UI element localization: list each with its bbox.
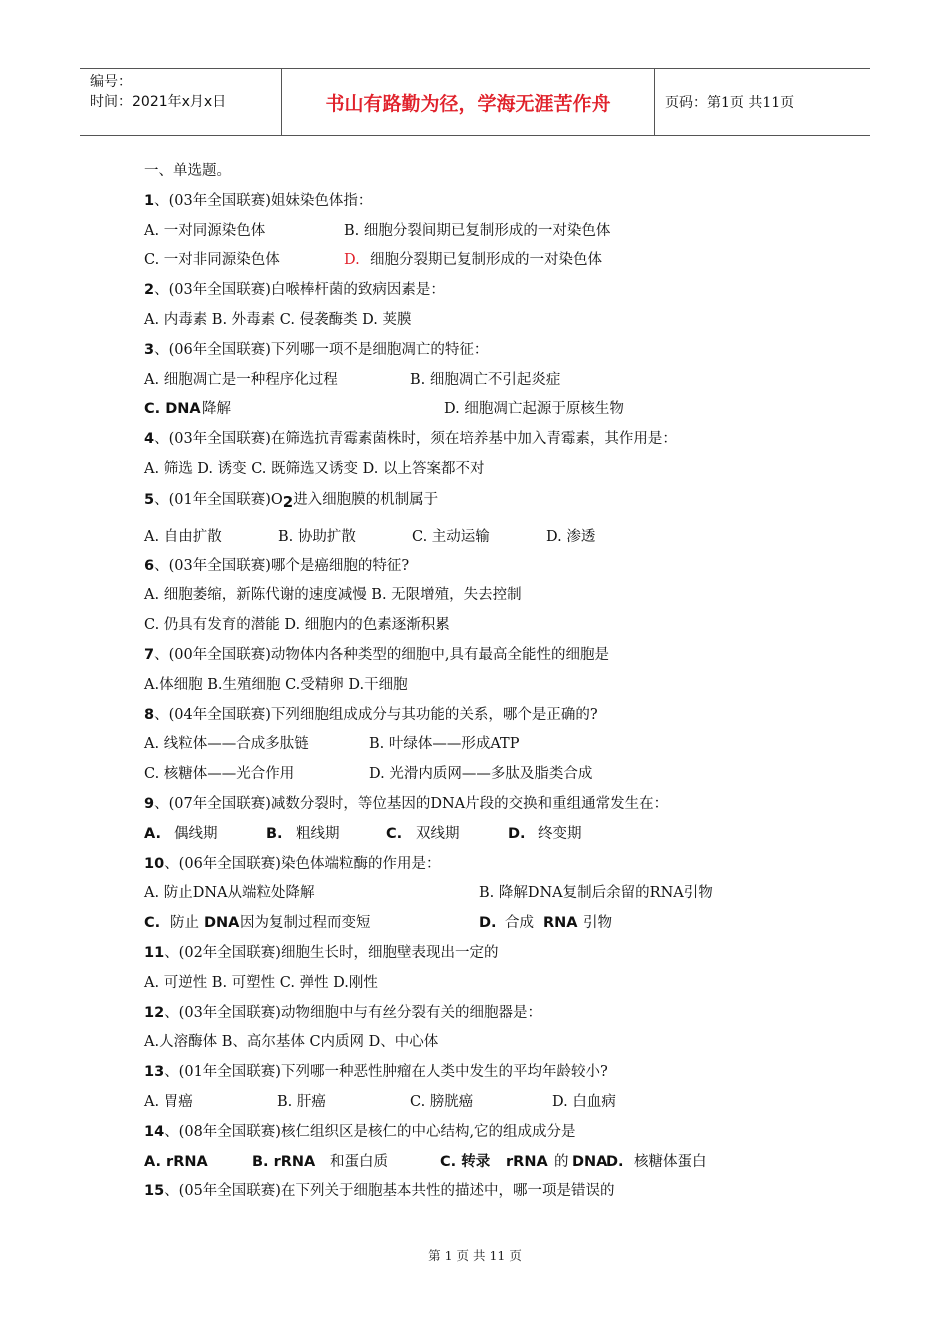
options-row [144, 366, 824, 396]
option-d-label: D. [508, 825, 526, 842]
page-footer: 第 1 页 共 11 页 [428, 1248, 522, 1263]
question-number: 4 [144, 431, 155, 448]
options-row: A. 细胞萎缩，新陈代谢的速度减慢 B. 无限增殖，失去控制 [144, 587, 522, 604]
question-list [144, 157, 824, 1207]
question-5 [144, 485, 824, 515]
question-text: 、(03年全国联赛)哪个是癌细胞的特征? [154, 557, 410, 574]
option-b-text: 粗线期 [296, 825, 340, 842]
question-number: 1 [144, 192, 155, 209]
question-number: 9 [144, 795, 155, 812]
option-d: D. 白血病 [552, 1093, 616, 1110]
question-6 [144, 552, 824, 582]
question-text: 、(04年全国联赛)下列细胞组成成分与其功能的关系，哪个是正确的? [154, 706, 598, 723]
question-text: 、(08年全国联赛)核仁组织区是核仁的中心结构,它的组成成分是 [164, 1123, 576, 1140]
option-c: C. 核糖体——光合作用 [144, 766, 295, 783]
question-4 [144, 425, 824, 455]
question-9 [144, 790, 824, 820]
option-c-de: 的 [554, 1153, 569, 1170]
option-a-label: A. [144, 825, 161, 842]
option-c-label: C. 转录 [440, 1153, 491, 1170]
doc-time-label: 时间：2021年x月x日 [90, 94, 227, 110]
question-text: 、(03年全国联赛)在筛选抗青霉素菌株时，须在培养基中加入青霉素，其作用是： [154, 431, 677, 448]
option-d: D. 渗透 [546, 528, 596, 545]
option-b: B. 协助扩散 [278, 528, 356, 545]
option-c: C. 一对非同源染色体 [144, 252, 280, 269]
question-number: 13 [144, 1064, 165, 1081]
option-c-rrna: rRNA [506, 1153, 548, 1170]
question-3 [144, 336, 824, 366]
option-c-dna: DNA [572, 1153, 608, 1170]
option-c-text: 防止 [170, 915, 199, 932]
options-row [144, 217, 824, 247]
options-row [144, 760, 824, 790]
option-b: B. 肝癌 [277, 1093, 326, 1110]
option-a: A. 胃癌 [144, 1093, 193, 1110]
option-d-text: 核糖体蛋白 [634, 1153, 707, 1170]
option-d-text: 合成 [505, 915, 534, 932]
options-row: A.体细胞 B.生殖细胞 C.受精卵 D.干细胞 [144, 676, 408, 693]
options-row [144, 1148, 824, 1178]
answer-option-d: D. [344, 252, 360, 269]
question-13 [144, 1058, 824, 1088]
question-text: 、(05年全国联赛)在下列关于细胞基本共性的描述中，哪一项是错误的 [164, 1183, 615, 1200]
option-d-text: 细胞分裂期已复制形成的一对染色体 [370, 252, 602, 269]
question-number: 2 [144, 282, 155, 299]
option-b: B. 细胞分裂间期已复制形成的一对染色体 [344, 222, 611, 239]
question-number: 7 [144, 646, 155, 663]
options-row: A. 可逆性 B. 可塑性 C. 弹性 D.刚性 [144, 974, 378, 991]
options-row [144, 909, 824, 939]
option-b: B. 叶绿体——形成ATP [369, 736, 520, 753]
question-text: 、(06年全国联赛)染色体端粒酶的作用是： [164, 855, 441, 872]
options-row: A.人溶酶体 B、高尔基体 C内质网 D、中心体 [144, 1034, 439, 1051]
question-15 [144, 1177, 824, 1207]
option-b-label: B. rRNA [252, 1153, 316, 1170]
header-page-info: 页码：第1页 共11页 [665, 95, 795, 111]
question-number: 10 [144, 855, 165, 872]
option-c-dna: DNA [204, 915, 240, 932]
option-a: A. 一对同源染色体 [144, 222, 266, 239]
option-a: A. 自由扩散 [144, 528, 222, 545]
option-b-label: B. [266, 825, 283, 842]
option-d: D. 细胞凋亡起源于原核生物 [444, 401, 624, 418]
question-number: 12 [144, 1004, 165, 1021]
section-title: 一、单选题。 [144, 163, 231, 179]
question-2 [144, 276, 824, 306]
option-b-text: 和蛋白质 [330, 1153, 388, 1170]
question-number: 6 [144, 557, 155, 574]
question-number: 5 [144, 491, 155, 508]
header-motto [282, 69, 655, 135]
option-a: A. rRNA [144, 1153, 208, 1170]
option-c: C. 主动运输 [412, 528, 490, 545]
options-row [144, 515, 824, 552]
page-header [80, 68, 870, 136]
question-7 [144, 641, 824, 671]
question-text-cont: 进入细胞膜的机制属于 [293, 491, 439, 508]
question-text: 、(03年全国联赛)动物细胞中与有丝分裂有关的细胞器是： [164, 1004, 542, 1021]
option-c-label: C. [386, 825, 403, 842]
option-b: B. 降解DNA复制后余留的RNA引物 [479, 885, 713, 902]
option-d-text: 终变期 [538, 825, 582, 842]
option-c: C. 膀胱癌 [410, 1093, 474, 1110]
options-row [144, 820, 824, 850]
option-c-text: 双线期 [416, 825, 460, 842]
options-row: C. 仍具有发育的潜能 D. 细胞内的色素逐渐积累 [144, 617, 450, 634]
option-c-text-cont: 因为复制过程而变短 [240, 915, 371, 932]
option-c-label: C. [144, 915, 161, 932]
options-row [144, 246, 824, 276]
options-row [144, 1088, 824, 1118]
option-c-label: C. DNA [144, 401, 201, 418]
question-text: 、(00年全国联赛)动物体内各种类型的细胞中,具有最高全能性的细胞是 [154, 646, 609, 663]
question-number: 3 [144, 341, 155, 358]
doc-number-label: 编号： [90, 74, 132, 90]
option-b: B. 细胞凋亡不引起炎症 [410, 371, 561, 388]
option-d: D. 光滑内质网——多肽及脂类合成 [369, 766, 593, 783]
subscript: 2 [282, 492, 294, 511]
option-c-text: 降解 [202, 401, 231, 418]
option-d-label: D. [606, 1153, 624, 1170]
question-text: 、(01年全国联赛)O [154, 491, 283, 508]
options-row: A. 内毒素 B. 外毒素 C. 侵袭酶类 D. 荚膜 [144, 311, 412, 328]
option-d-label: D. [479, 915, 497, 932]
question-text: 、(03年全国联赛)姐妹染色体指： [154, 192, 373, 209]
options-row [144, 879, 824, 909]
question-number: 8 [144, 706, 155, 723]
question-14 [144, 1118, 824, 1148]
question-11 [144, 939, 824, 969]
question-8 [144, 701, 824, 731]
question-number: 11 [144, 944, 165, 961]
question-number: 15 [144, 1183, 165, 1200]
question-number: 14 [144, 1123, 165, 1140]
option-d-rna: RNA [543, 915, 578, 932]
motto-text: 书山有路勤为径，学海无涯苦作舟 [325, 92, 611, 115]
options-row [144, 395, 824, 425]
option-a-text: 偶线期 [174, 825, 218, 842]
question-text: 、(06年全国联赛)下列哪一项不是细胞凋亡的特征： [154, 341, 489, 358]
question-text: 、(07年全国联赛)减数分裂时，等位基因的DNA片段的交换和重组通常发生在： [154, 795, 669, 812]
options-row: A. 筛选 D. 诱变 C. 既筛选又诱变 D. 以上答案都不对 [144, 460, 485, 477]
question-text: 、(01年全国联赛)下列哪一种恶性肿瘤在人类中发生的平均年龄较小? [164, 1064, 608, 1081]
question-1 [144, 187, 824, 217]
options-row [144, 730, 824, 760]
question-text: 、(03年全国联赛)白喉棒杆菌的致病因素是： [154, 282, 445, 299]
question-text: 、(02年全国联赛)细胞生长时，细胞壁表现出一定的 [164, 944, 499, 961]
question-10 [144, 850, 824, 880]
option-a: A. 细胞凋亡是一种程序化过程 [144, 371, 338, 388]
option-d-text-cont: 引物 [583, 915, 612, 932]
option-a: A. 线粒体——合成多肽链 [144, 736, 309, 753]
question-12 [144, 999, 824, 1029]
header-meta [80, 69, 282, 135]
option-a: A. 防止DNA从端粒处降解 [144, 885, 315, 902]
